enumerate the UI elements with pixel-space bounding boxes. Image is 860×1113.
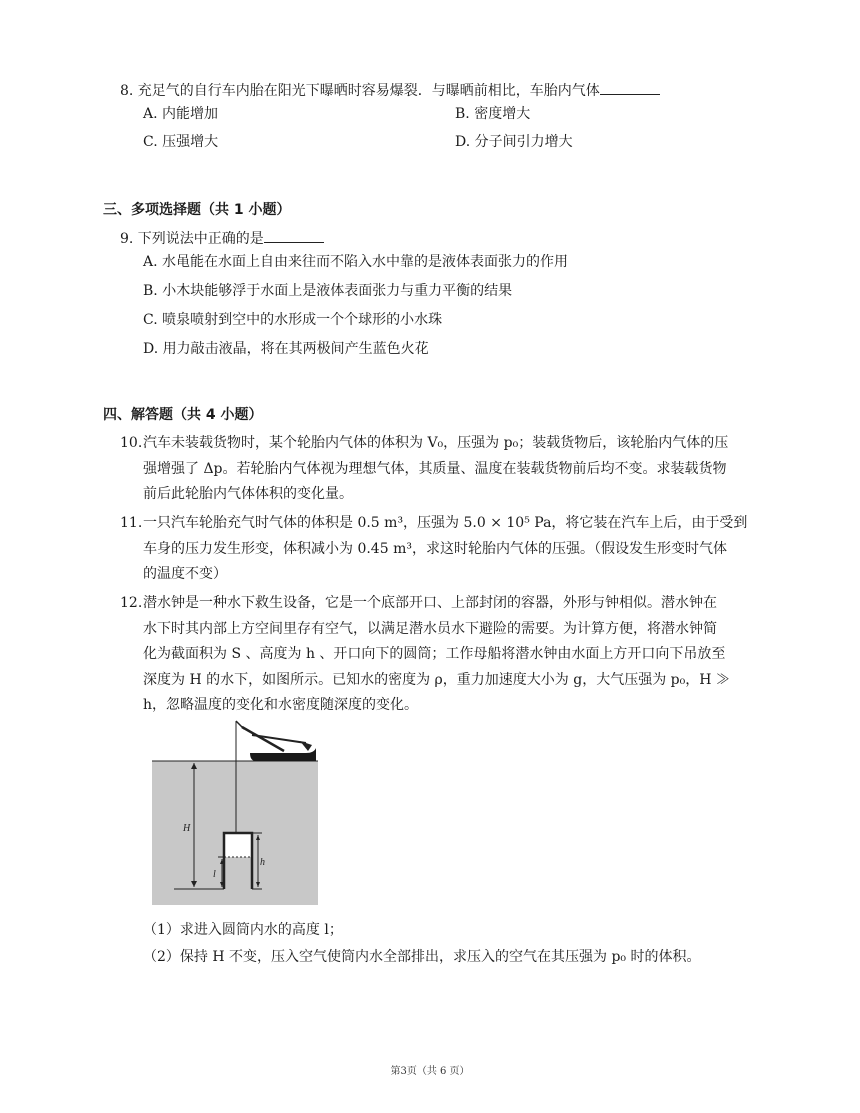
q8-option-a: A. 内能增加 — [143, 106, 219, 122]
q10-number: 10. — [120, 435, 143, 451]
section-4-heading: 四、解答题（共 4 小题） — [103, 407, 263, 423]
q12-line-1: 潜水钟是一种水下救生设备，它是一个底部开口、上部封闭的容器，外形与钟相似。潜水钟在 — [143, 595, 717, 611]
q11-number: 11. — [120, 515, 143, 531]
q9-option-d: D. 用力敲击液晶，将在其两极间产生蓝色火花 — [143, 341, 429, 357]
l-label: l — [213, 869, 216, 880]
page-footer: 第3页（共 6 页） — [390, 1066, 470, 1077]
q12-sub-1: （1）求进入圆筒内水的高度 l； — [143, 922, 343, 938]
q12-sub-2: （2）保持 H 不变，压入空气使筒内水全部排出，求压入的空气在其压强为 p₀ 时的体积。 — [143, 949, 701, 965]
crane-brace — [252, 735, 306, 743]
q11-line-3: 的温度不变） — [143, 566, 227, 582]
q11-line-2: 车身的压力发生形变，体积减小为 0.45 m³，求这时轮胎内气体的压强。（假设发生形变时气体 — [143, 541, 727, 557]
q9-stem — [120, 228, 324, 249]
q8-option-b: B. 密度增大 — [455, 106, 531, 122]
q11-line-1: 一只汽车轮胎充气时气体的体积是 0.5 m³，压强为 5.0 × 10⁵ Pa，将它装在汽车上后，由于受到 — [143, 515, 748, 531]
bell-air — [224, 833, 252, 857]
diving-bell-figure — [152, 715, 322, 911]
h-label: h — [260, 857, 265, 868]
q10-line-3: 前后此轮胎内气体体积的变化量。 — [143, 486, 353, 502]
q12-line-2: 水下时其内部上方空间里存有空气，以满足潜水员水下避险的需要。为计算方便，将潜水钟简 — [143, 621, 717, 637]
q10-line-1: 汽车未装载货物时，某个轮胎内气体的体积为 V₀，压强为 p₀；装载货物后，该轮胎内气体的压 — [143, 435, 729, 451]
answer-blank — [600, 80, 660, 95]
q12-line-4: 深度为 H 的水下，如图所示。已知水的密度为 ρ，重力加速度大小为 g，大气压强为 p₀，H ≫ — [143, 672, 730, 688]
pulley-arm — [236, 721, 244, 729]
q9-stem-text: 9. 下列说法中正确的是 — [120, 231, 264, 247]
q12-line-5: h，忽略温度的变化和水密度随深度的变化。 — [143, 697, 419, 713]
answer-blank — [264, 228, 324, 243]
q9-option-b: B. 小木块能够浮于水面上是液体表面张力与重力平衡的结果 — [143, 283, 513, 299]
q9-option-c: C. 喷泉喷射到空中的水形成一个个球形的小水珠 — [143, 312, 443, 328]
diving-bell-diagram — [152, 715, 322, 907]
q8-option-c: C. 压强增大 — [143, 134, 219, 150]
q8-stem-text: 8. 充足气的自行车内胎在阳光下曝晒时容易爆裂．与曝晒前相比，车胎内气体 — [120, 83, 600, 99]
q10-line-2: 强增强了 Δp。若轮胎内气体视为理想气体，其质量、温度在装载货物前后均不变。求装载货物 — [143, 461, 727, 477]
q8-option-d: D. 分子间引力增大 — [455, 134, 573, 150]
H-label: H — [183, 823, 191, 834]
q12-line-3: 化为截面积为 S 、高度为 h 、开口向下的圆筒；工作母船将潜水钟由水面上方开口向下吊放至 — [143, 646, 726, 662]
q8-stem — [120, 80, 660, 101]
section-3-heading: 三、多项选择题（共 1 小题） — [103, 202, 291, 218]
q9-option-a: A. 水黾能在水面上自由来往而不陷入水中靠的是液体表面张力的作用 — [143, 254, 569, 270]
q12-number: 12. — [120, 595, 143, 611]
